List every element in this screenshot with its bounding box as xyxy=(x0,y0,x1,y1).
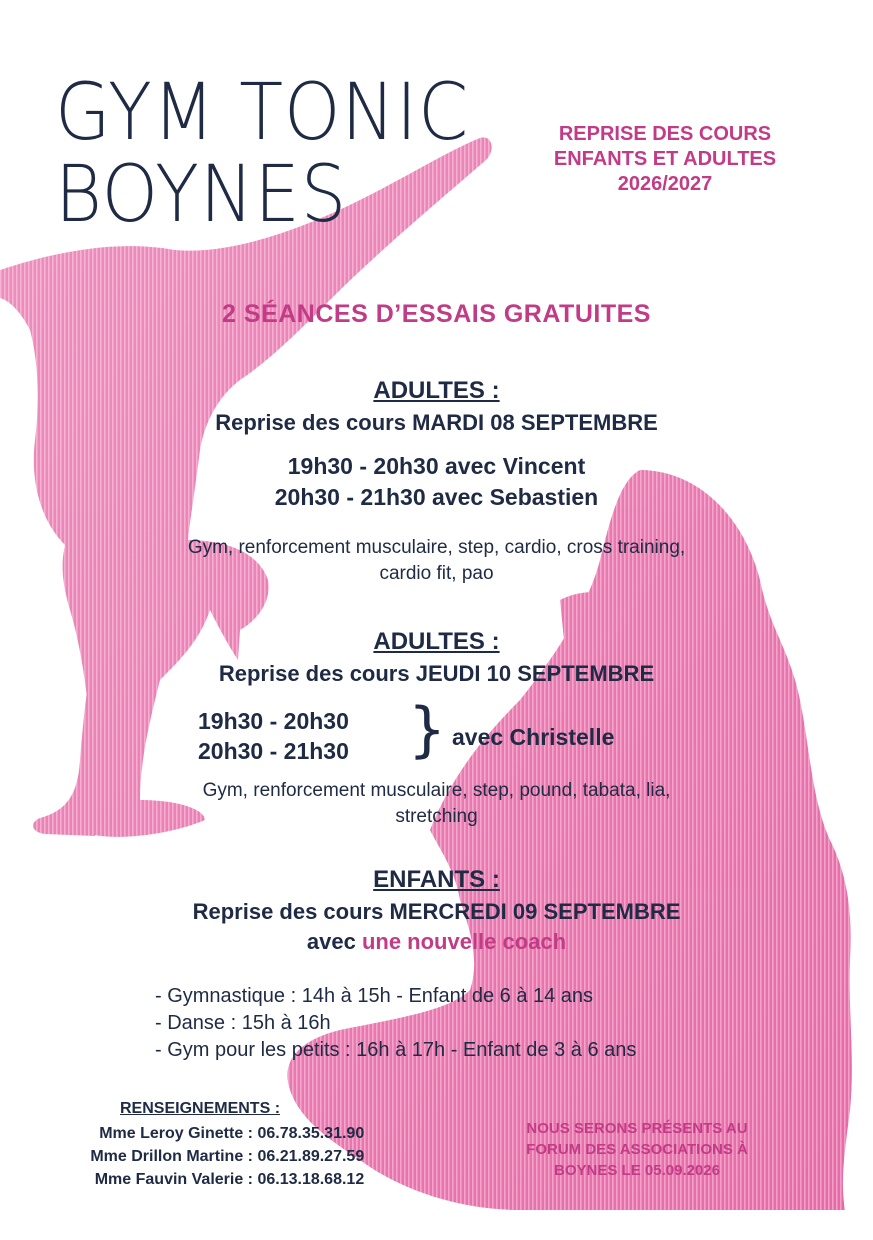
adultes-jeudi-slot-2: 20h30 - 21h30 xyxy=(198,738,349,764)
page-title xyxy=(55,68,470,240)
contact-name: Mme Drillon Martine : xyxy=(90,1148,253,1165)
renseignements-heading: RENSEIGNEMENTS : xyxy=(120,1100,281,1117)
contact-name: Mme Fauvin Valerie : xyxy=(94,1171,253,1188)
title-line-1: GYM TONIC xyxy=(55,68,470,158)
adultes-jeudi-heading: ADULTES : xyxy=(373,628,500,655)
forum-line-2: FORUM DES ASSOCIATIONS À xyxy=(526,1141,748,1158)
adultes-mardi-slot-2: 20h30 - 21h30 avec Sebastien xyxy=(274,484,599,510)
adultes-mardi-desc-1: Gym, renforcement musculaire, step, cardio, cross training, xyxy=(187,537,686,558)
reprise-line-2: ENFANTS ET ADULTES xyxy=(553,148,777,170)
enfants-avec: avec xyxy=(306,929,362,954)
adultes-jeudi-slots xyxy=(198,706,349,766)
adultes-mardi-heading: ADULTES : xyxy=(373,377,500,404)
enfants-heading: ENFANTS : xyxy=(373,866,500,893)
adultes-jeudi-desc-2: stretching xyxy=(395,806,478,827)
list-item: - Gymnastique : 14h à 15h - Enfant de 6 à 14 ans xyxy=(155,985,594,1007)
enfants-schedule-list xyxy=(155,983,636,1064)
enfants-coach-line xyxy=(0,929,873,955)
contact-phone: 06.78.35.31.90 xyxy=(257,1125,365,1142)
adultes-jeudi-slot-1: 19h30 - 20h30 xyxy=(198,708,349,734)
contact-phone: 06.21.89.27.59 xyxy=(257,1148,365,1165)
forum-line-3: BOYNES LE 05.09.2026 xyxy=(554,1162,720,1179)
adultes-jeudi-reprise: Reprise des cours JEUDI 10 SEPTEMBRE xyxy=(218,661,655,686)
adultes-mardi-desc-2: cardio fit, pao xyxy=(379,563,494,584)
adultes-mardi-description xyxy=(0,535,873,587)
enfants-reprise: Reprise des cours MERCREDI 09 SEPTEMBRE xyxy=(192,899,681,924)
adultes-jeudi-coach: avec Christelle xyxy=(452,724,615,750)
adultes-mardi-reprise: Reprise des cours MARDI 08 SEPTEMBRE xyxy=(215,410,658,435)
contact-phone: 06.13.18.68.12 xyxy=(257,1171,365,1188)
reprise-line-1: REPRISE DES COURS xyxy=(558,123,772,145)
contact-row xyxy=(45,1168,364,1191)
adultes-mardi-slot-1: 19h30 - 20h30 avec Vincent xyxy=(287,453,586,479)
reprise-line-3: 2026/2027 xyxy=(617,173,713,195)
adultes-jeudi-description xyxy=(0,778,873,830)
enfants-new-coach: une nouvelle coach xyxy=(361,929,567,954)
title-line-2: BOYNES xyxy=(55,150,348,240)
contacts-list xyxy=(45,1122,364,1191)
contact-row xyxy=(45,1145,364,1168)
free-trial-banner: 2 SÉANCES D’ESSAIS GRATUITES xyxy=(222,300,651,328)
brace-icon: } xyxy=(408,695,447,765)
forum-line-1: NOUS SERONS PRÉSENTS AU xyxy=(526,1120,748,1137)
list-item: - Danse : 15h à 16h xyxy=(155,1012,331,1034)
adultes-jeudi-desc-1: Gym, renforcement musculaire, step, pound, tabata, lia, xyxy=(202,780,671,801)
forum-notice xyxy=(478,1118,796,1181)
contact-name: Mme Leroy Ginette : xyxy=(99,1125,253,1142)
contact-row xyxy=(45,1122,364,1145)
list-item: - Gym pour les petits : 16h à 17h - Enfant de 3 à 6 ans xyxy=(155,1039,637,1061)
reprise-announcement xyxy=(500,122,830,197)
